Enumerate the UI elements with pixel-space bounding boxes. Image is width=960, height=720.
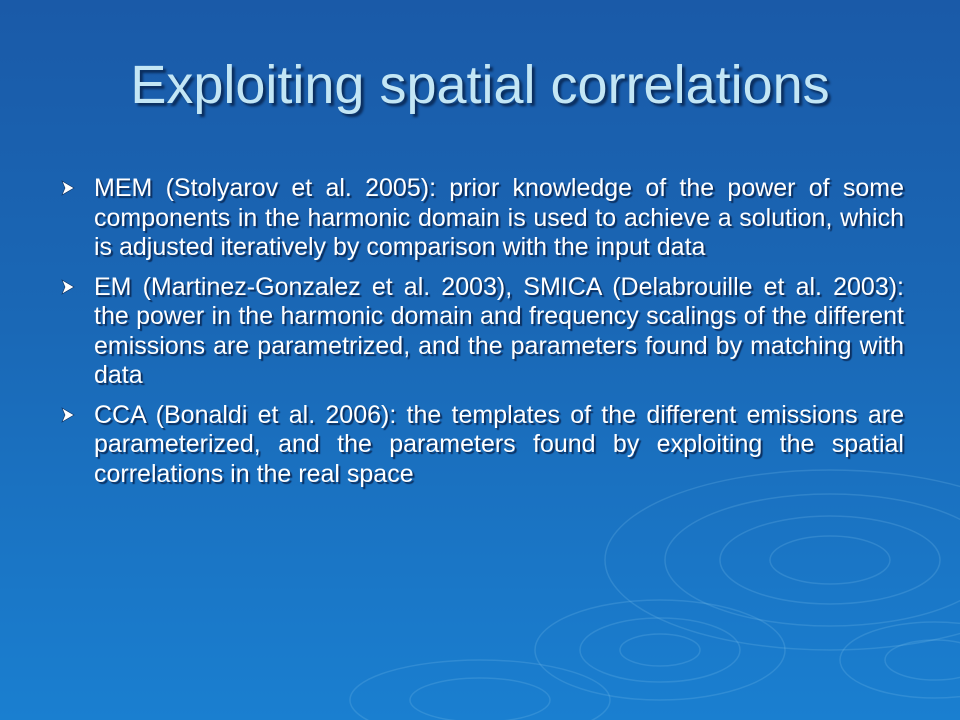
slide-title: Exploiting spatial correlations (130, 55, 830, 115)
bullet-text: MEM (Stolyarov et al. 2005): prior knowledge of the power of some components in the harmonic domain is used to achieve a solution, which is adjusted iteratively by comparison with the input data (94, 174, 904, 261)
bullet-text: EM (Martinez-Gonzalez et al. 2003), SMICA (Delabrouille et al. 2003): the power in the harmonic domain and frequency scalings of the different emissions are parametrized, and the parameters found by matching with data (94, 272, 904, 389)
arrow-bullet-icon (60, 279, 76, 295)
bullet-list (58, 174, 904, 499)
arrow-bullet-icon (60, 407, 76, 423)
bullet-item (58, 174, 904, 263)
bullet-text: CCA (Bonaldi et al. 2006): the templates of the different emissions are parameterized, and the parameters found by exploiting the spatial correlations in the real space (94, 400, 904, 488)
bullet-item (58, 273, 904, 391)
bullet-item (58, 401, 904, 490)
arrow-bullet-icon (60, 180, 76, 196)
